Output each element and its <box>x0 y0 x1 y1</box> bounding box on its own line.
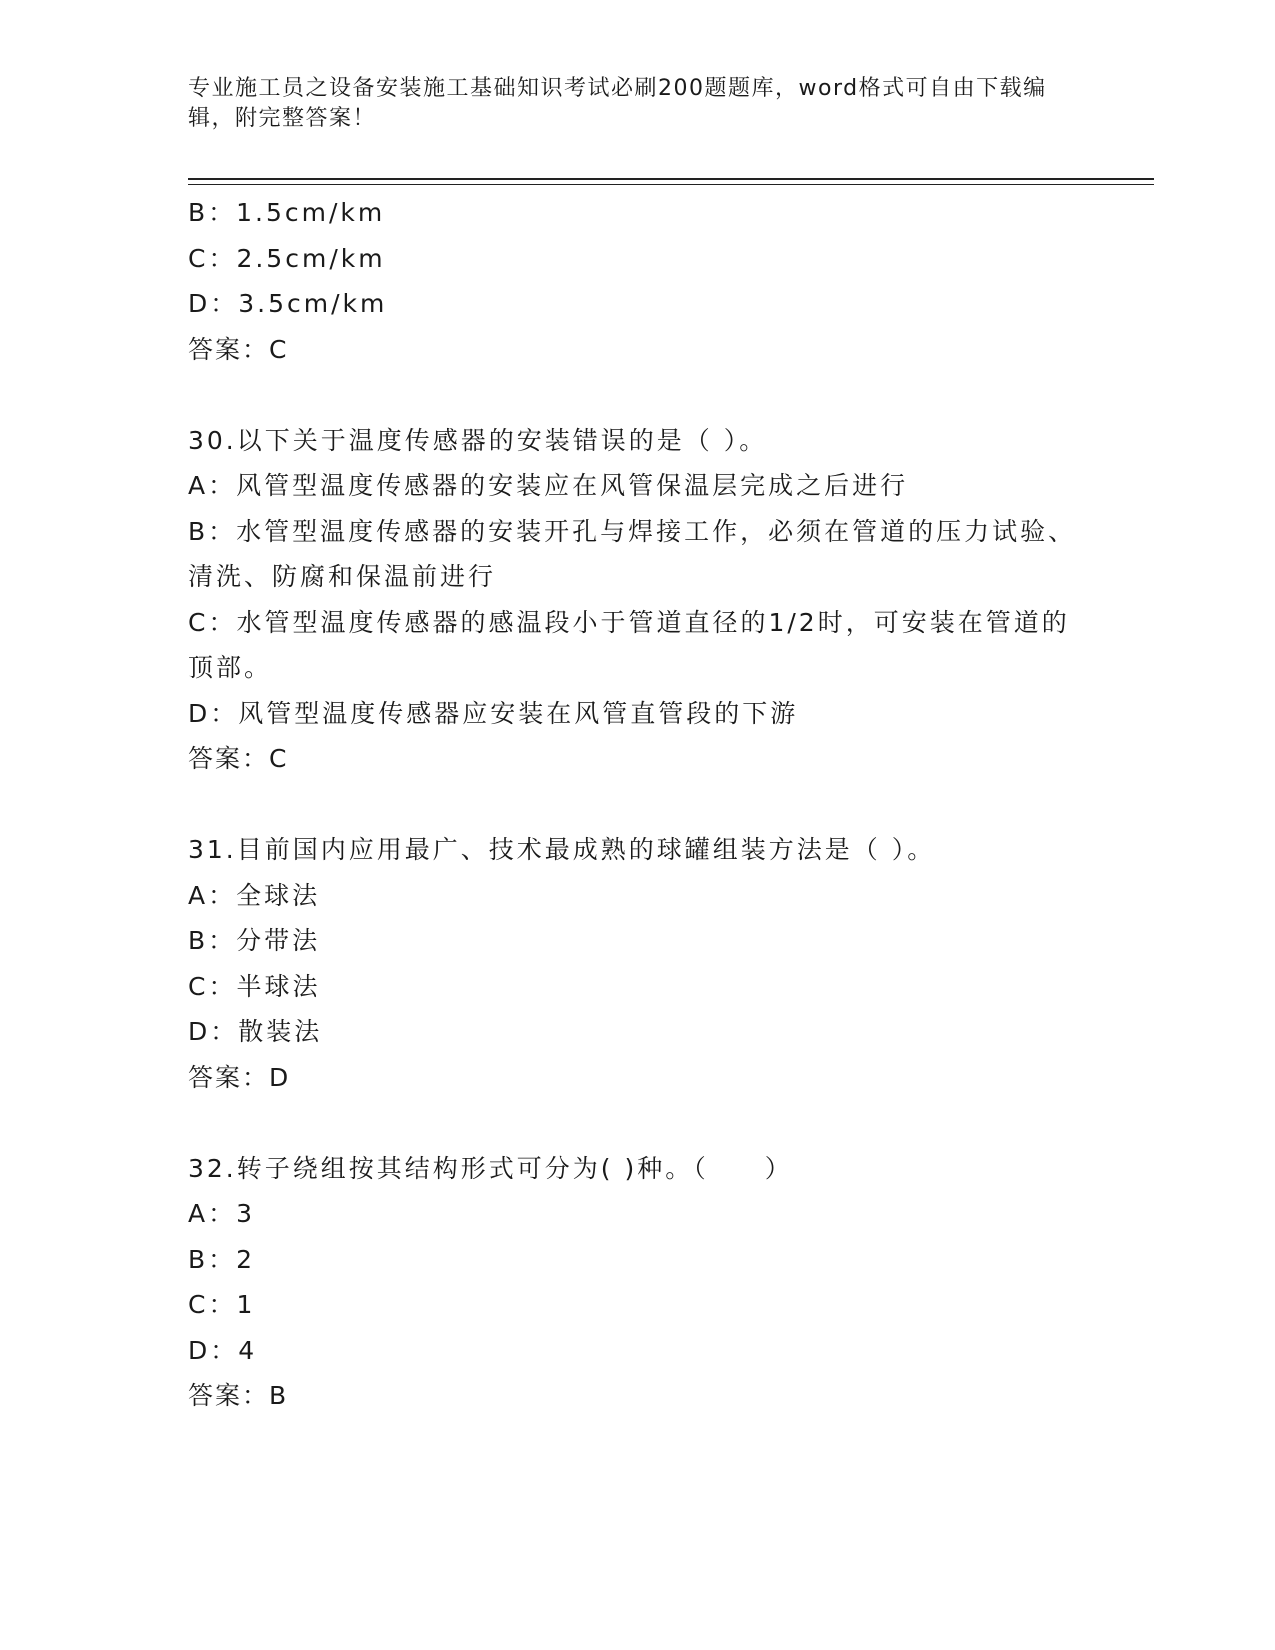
option-b: B：水管型温度传感器的安装开孔与焊接工作，必须在管道的压力试验、清洗、防腐和保温前进行 <box>188 516 1077 591</box>
option-d: D：3.5cm/km <box>188 289 388 318</box>
answer-line: 答案：D <box>188 1062 291 1092</box>
question-text: 32.转子绕组按其结构形式可分为( )种。（ ） <box>188 1153 793 1183</box>
option-c: C：半球法 <box>188 971 321 1001</box>
answer-line: 答案：C <box>188 334 289 364</box>
answer-line: 答案：B <box>188 1381 289 1410</box>
question-list <box>188 190 1088 1419</box>
document-title: 专业施工员之设备安装施工基础知识考试必刷200题题库，word格式可自由下载编辑，附完整答案！ <box>188 76 1047 131</box>
question-29-block <box>188 190 1088 372</box>
question-31-block <box>188 827 1088 1100</box>
option-b: B：1.5cm/km <box>188 198 386 227</box>
option-c: C：水管型温度传感器的感温段小于管道直径的1/2时，可安装在管道的顶部。 <box>188 607 1070 682</box>
option-a: A：风管型温度传感器的安装应在风管保温层完成之后进行 <box>188 471 909 500</box>
answer-line: 答案：C <box>188 744 289 773</box>
option-d: D：4 <box>188 1335 258 1365</box>
header-divider-thin <box>188 184 1154 185</box>
option-a: A：全球法 <box>188 880 321 910</box>
option-d: D：散装法 <box>188 1017 323 1046</box>
header-divider-thick <box>188 178 1154 180</box>
question-32-block <box>188 1146 1088 1419</box>
question-30-block <box>188 418 1088 782</box>
option-b: B：分带法 <box>188 926 321 955</box>
option-a: A：3 <box>188 1199 256 1228</box>
option-c: C：1 <box>188 1290 256 1319</box>
question-text: 31.目前国内应用最广、技术最成熟的球罐组装方法是（ ）。 <box>188 835 936 864</box>
option-c: C：2.5cm/km <box>188 243 386 273</box>
question-text: 30.以下关于温度传感器的安装错误的是（ ）。 <box>188 425 768 455</box>
option-b: B：2 <box>188 1244 256 1274</box>
option-d: D：风管型温度传感器应安装在风管直管段的下游 <box>188 698 799 728</box>
